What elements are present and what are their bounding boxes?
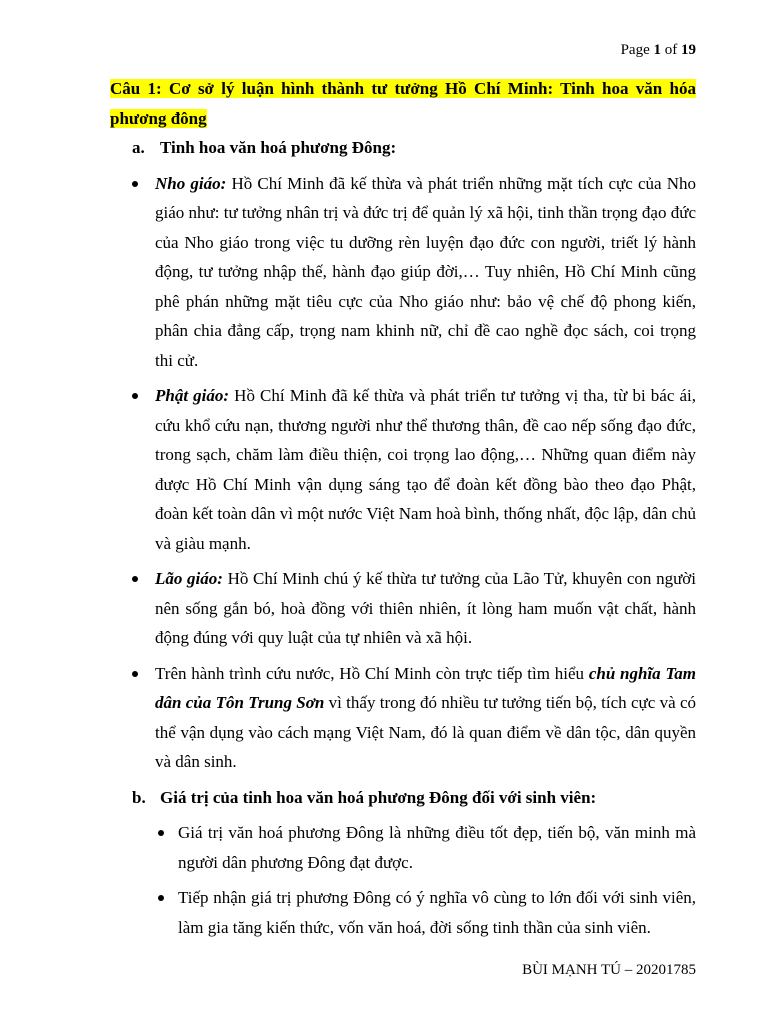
list-item: Tiếp nhận giá trị phương Đông có ý nghĩa vô cùng to lớn đối với sinh viên, làm gia tăng kiến thức, vốn văn hoá, đời sống tinh thần của sinh viên. <box>110 883 696 942</box>
footer-author: BÙI MẠNH TÚ – 20201785 <box>522 962 696 978</box>
item-text: Hồ Chí Minh đã kế thừa và phát triển tư tưởng vị tha, từ bi bác ái, cứu khổ cứu nạn, thương người như thể thương thân, đề cao nếp sống đạo đức, trong sạch, chăm làm điều thiện, coi trọng lao động,… Những quan điểm này được Hồ Chí Minh vận dụng sáng tạo để đoàn kết đồng bào theo đạo Phật, đoàn kết toàn dân vì một nước Việt Nam hoà bình, thống nhất, độc lập, dân chủ và giàu mạnh. <box>155 386 696 553</box>
question-heading <box>110 74 696 133</box>
item-text: Hồ Chí Minh đã kế thừa và phát triển những mặt tích cực của Nho giáo như: tư tưởng nhân trị và đức trị để quản lý xã hội, tinh thần trọng đạo đức của Nho giáo trong việc tu dưỡng rèn luyện đạo đức con người, triết lý hành động, tư tưởng nhập thế, hành đạo giúp đời,… Tuy nhiên, Hồ Chí Minh cũng phê phán những mặt tiêu cực của Nho giáo như: bảo vệ chế độ phong kiến, phân chia đẳng cấp, trọng nam khinh nữ, chỉ đề cao nghề đọc sách, coi trọng thi cử. <box>155 173 696 370</box>
item-term: Lão giáo: <box>155 569 223 588</box>
section-a-heading <box>110 133 696 163</box>
list-item: Giá trị văn hoá phương Đông là những điều tốt đẹp, tiến bộ, văn minh mà người dân phương Đông đạt được. <box>110 818 696 877</box>
item-text: Hồ Chí Minh chú ý kế thừa tư tưởng của Lão Tử, khuyên con người nên sống gắn bó, hoà đồng với thiên nhiên, ít lòng ham muốn vật chất, hành động đúng với quy luật của tự nhiên và xã hội. <box>155 569 696 647</box>
section-a-title: Tinh hoa văn hoá phương Đông: <box>160 138 397 157</box>
section-a-list <box>110 169 696 777</box>
item-term: Phật giáo: <box>155 386 230 405</box>
item-text: Trên hành trình cứu nước, Hồ Chí Minh còn trực tiếp tìm hiểu <box>155 663 589 683</box>
list-item <box>110 169 696 376</box>
page-total: 19 <box>681 42 696 58</box>
section-b-list <box>110 818 696 942</box>
item-term: chủ nghĩa Tam dân của Tôn Trung Sơn <box>155 663 697 712</box>
page-number: Page 1 of 19 <box>620 42 696 58</box>
list-item <box>110 381 696 558</box>
list-item <box>110 659 696 777</box>
section-b-heading <box>110 783 696 813</box>
section-a-letter: a. <box>132 138 145 157</box>
list-item <box>110 564 696 653</box>
page-current: 1 <box>653 42 661 58</box>
item-term: Nho giáo: <box>155 173 227 193</box>
item-text: vì thấy trong đó nhiều tư tưởng tiến bộ, tích cực và có thể vận dụng vào cách mạng Việt Nam, đó là quan điểm về dân tộc, dân quyền và dân sinh. <box>155 693 696 771</box>
question-title: Câu 1: Cơ sở lý luận hình thành tư tưởng Hồ Chí Minh: Tinh hoa văn hóa phương đông <box>110 79 696 128</box>
document-body <box>110 74 696 948</box>
section-b-title: Giá trị của tinh hoa văn hoá phương Đông đối với sinh viên: <box>160 787 597 807</box>
section-b-letter: b. <box>132 787 146 807</box>
